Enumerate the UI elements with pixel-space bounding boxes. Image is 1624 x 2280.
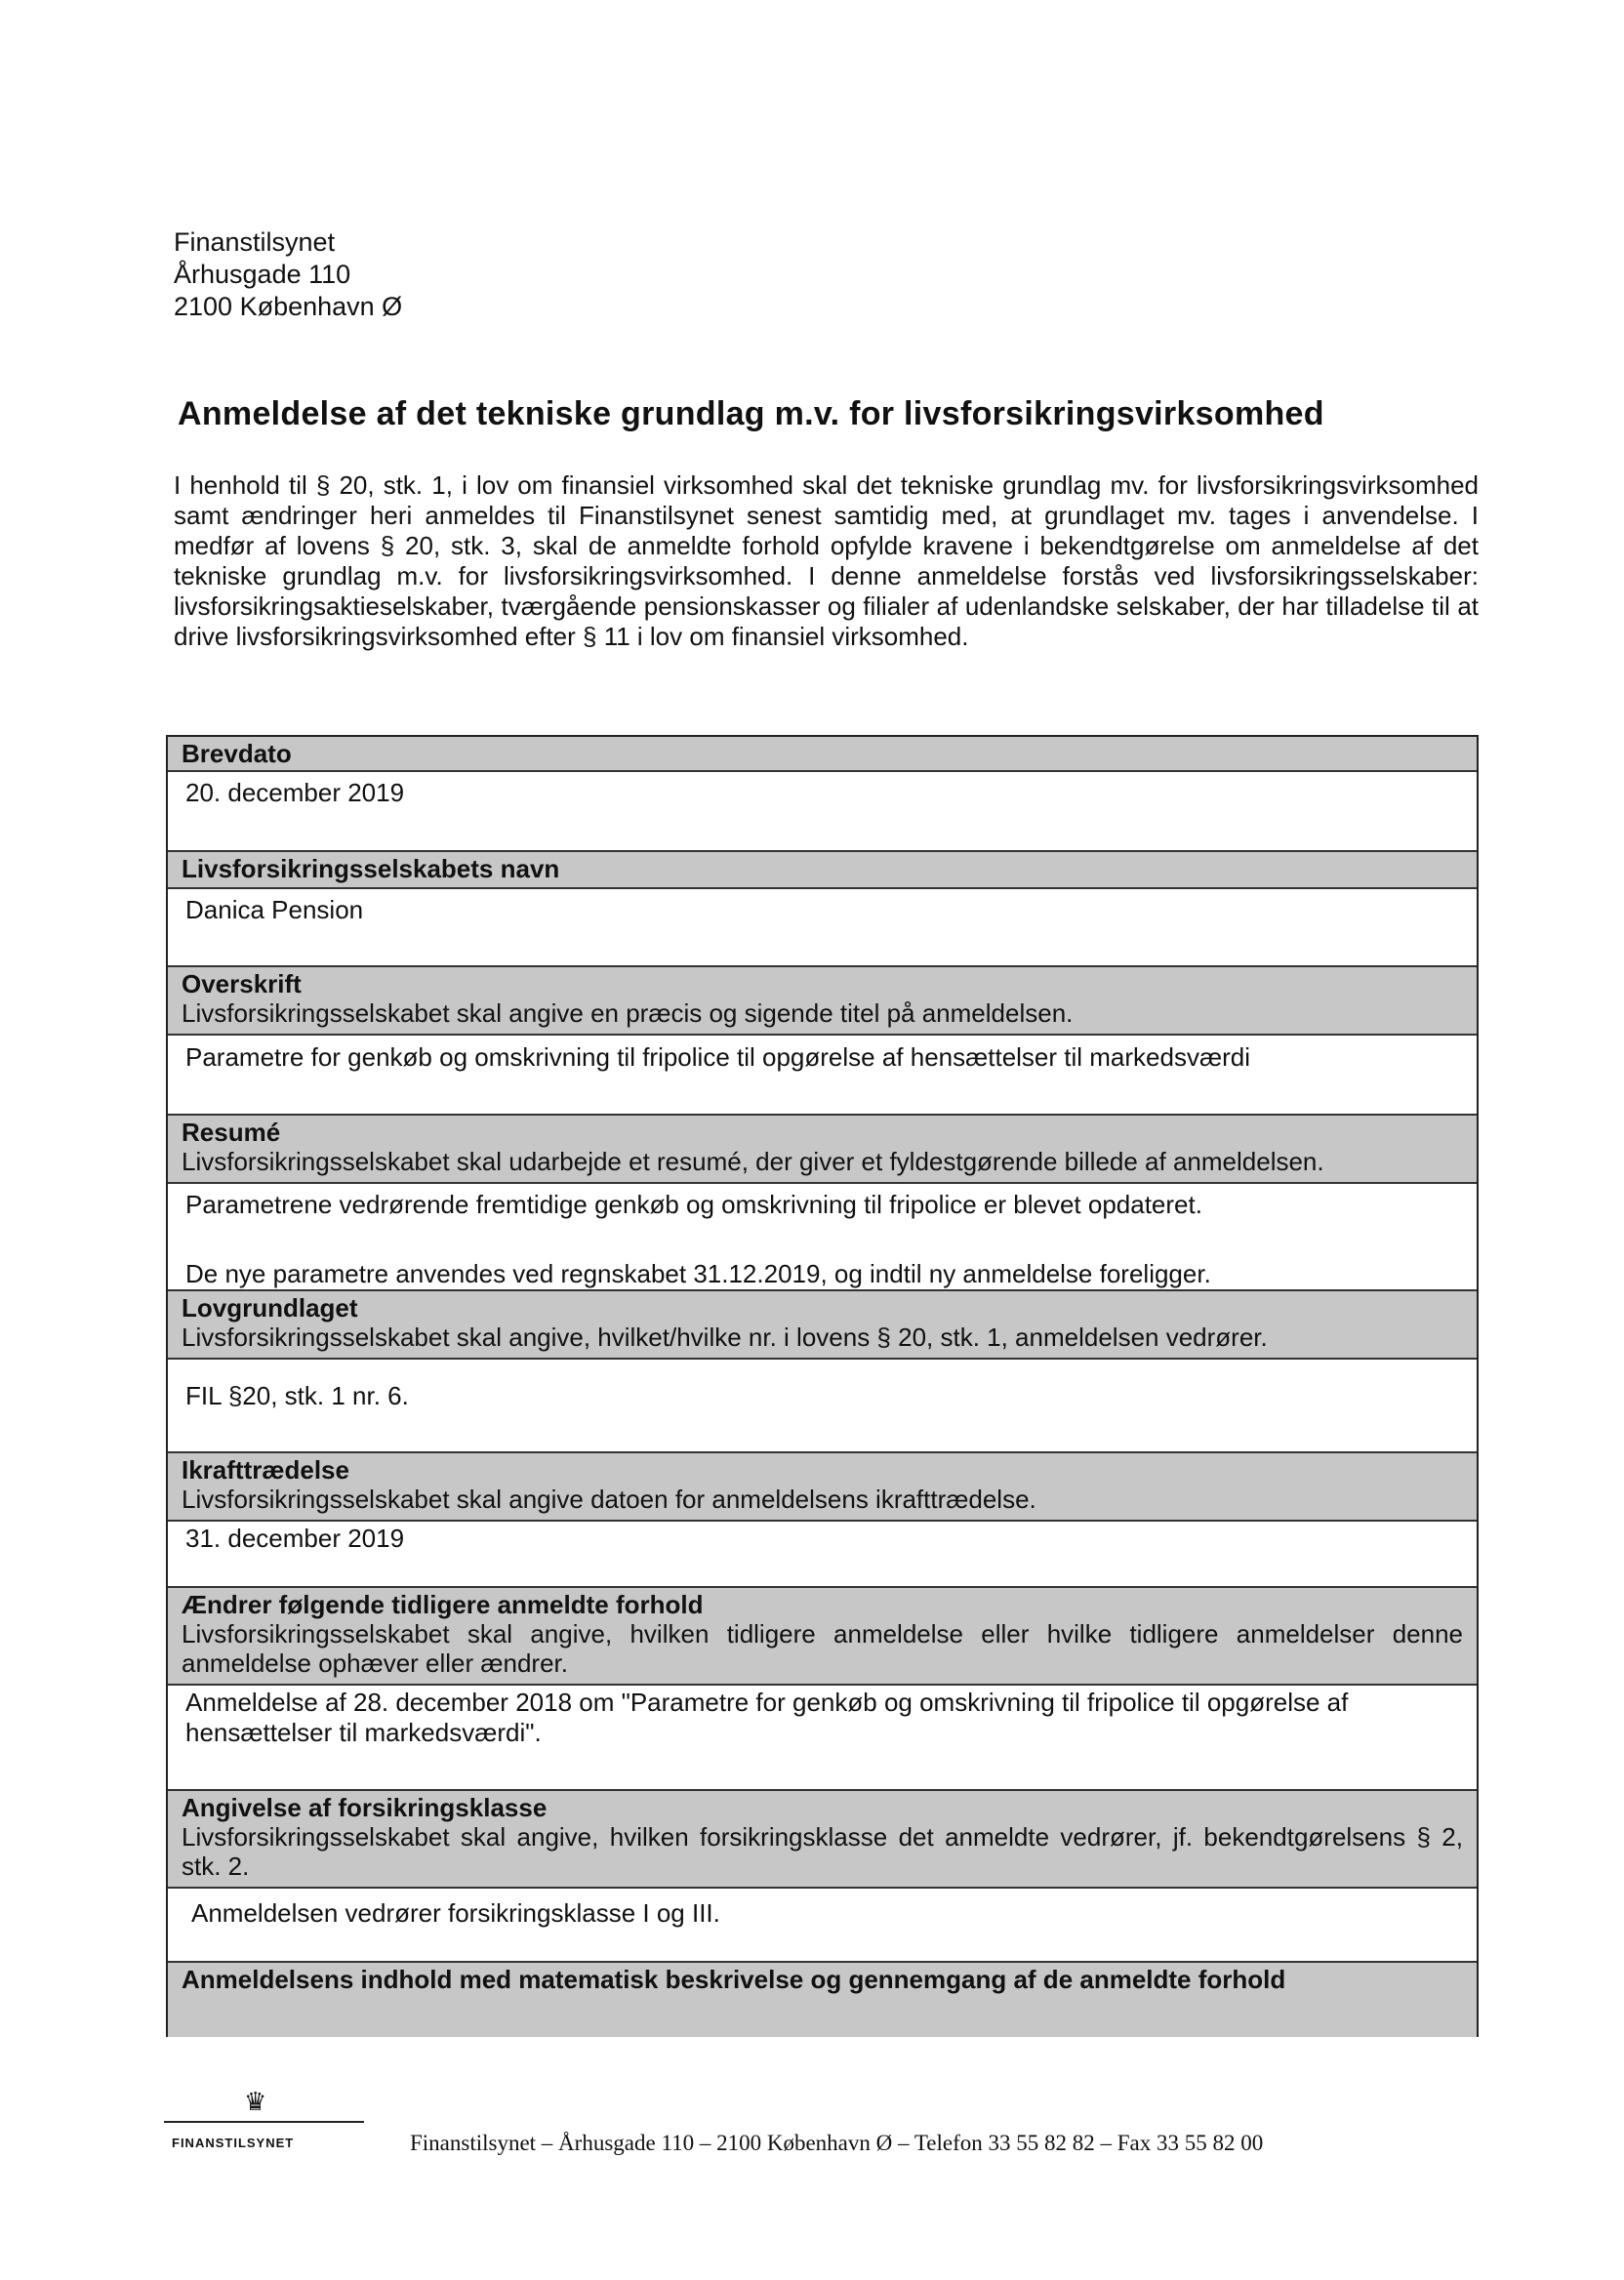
address-line-3: 2100 København Ø <box>174 292 403 321</box>
section-instruction: Livsforsikringsselskabet skal udarbejde et resumé, der giver et fyldestgørende billede af anmeldelsen. <box>182 1147 1324 1176</box>
intro-paragraph: I henhold til § 20, stk. 1, i lov om finansiel virksomhed skal det tekniske grundlag mv. for livsforsikringsvirksomhed samt ændringer heri anmeldes til Finanstilsynet senest samtidig med, at grundlaget mv. tages i anvendelse. I medfør af lovens § 20, stk. 3, skal de anmeldte forhold opfylde kravene i bekendtgørelse om anmeldelse af det tekniske grundlag m.v. for livsforsikringsvirksomhed. I denne anmeldelse forstås ved livsforsikringsselskaber: livsforsikringsaktieselskaber, tværgående pensionskasser og filialer af udenlandske selskaber, der har tilladelse til at drive livsforsikringsvirksomhed efter § 11 i lov om finansiel virksomhed. <box>174 470 1479 651</box>
section-header-overskrift <box>168 965 1477 1036</box>
section-label: Lovgrundlaget <box>182 1293 358 1323</box>
section-header-resume <box>168 1114 1477 1184</box>
section-header-brevdato <box>168 737 1477 772</box>
section-header-aendrer <box>168 1586 1477 1686</box>
field-resume-2: De nye parametre anvendes ved regnskabet 31.12.2019, og indtil ny anmeldelse foreligger. <box>185 1259 1211 1288</box>
section-header-ikrafttraedelse <box>168 1451 1477 1522</box>
notification-form <box>166 735 1479 2037</box>
field-lovgrundlaget: FIL §20, stk. 1 nr. 6. <box>185 1381 409 1410</box>
section-label: Overskrift <box>182 969 302 998</box>
section-header-indhold <box>168 1961 1477 2037</box>
logo-text: FINANSTILSYNET <box>172 2136 295 2150</box>
section-instruction: Livsforsikringsselskabet skal angive datoen for anmeldelsens ikrafttrædelse. <box>182 1485 1036 1514</box>
section-label: Ikrafttrædelse <box>182 1455 349 1485</box>
document-title: Anmeldelse af det tekniske grundlag m.v. for livsforsikringsvirksomhed <box>178 395 1324 432</box>
section-label: Livsforsikringsselskabets navn <box>182 854 560 883</box>
field-company-name: Danica Pension <box>185 895 364 924</box>
section-label: Brevdato <box>182 739 292 768</box>
section-instruction: Livsforsikringsselskabet skal angive, hvilken forsikringsklasse det anmeldte vedrører, jf. bekendtgørelsens § 2, stk. 2. <box>182 1822 1463 1881</box>
section-instruction: Livsforsikringsselskabet skal angive en præcis og sigende titel på anmeldelsen. <box>182 998 1074 1028</box>
section-label: Anmeldelsens indhold med matematisk beskrivelse og gennemgang af de anmeldte forhold <box>182 1965 1286 1994</box>
finanstilsynet-logo <box>164 2089 364 2157</box>
section-header-forsikringsklasse <box>168 1789 1477 1889</box>
section-header-lovgrundlaget <box>168 1289 1477 1360</box>
section-label: Ændrer følgende tidligere anmeldte forhold <box>182 1590 704 1619</box>
address-line-1: Finanstilsynet <box>174 227 336 257</box>
field-forsikringsklasse: Anmeldelsen vedrører forsikringsklasse I og III. <box>191 1898 720 1928</box>
field-ikrafttraedelse: 31. december 2019 <box>185 1524 405 1553</box>
address-line-2: Århusgade 110 <box>174 260 351 289</box>
logo-divider <box>164 2121 364 2123</box>
field-resume: Parametrene vedrørende fremtidige genkøb og omskrivning til fripolice er blevet opdateret. <box>185 1190 1202 1219</box>
field-overskrift: Parametre for genkøb og omskrivning til fripolice til opgørelse af hensættelser til markedsværdi <box>185 1042 1250 1072</box>
section-label: Resumé <box>182 1118 281 1147</box>
section-instruction: Livsforsikringsselskabet skal angive, hvilket/hvilke nr. i lovens § 20, stk. 1, anmeldelsen vedrører. <box>182 1323 1268 1352</box>
field-brevdato: 20. december 2019 <box>185 778 405 807</box>
field-aendrer: Anmeldelse af 28. december 2018 om "Parametre for genkøb og omskrivning til fripolice til opgørelse af hensættelser til markedsværdi". <box>185 1688 1349 1747</box>
recipient-address <box>174 226 402 323</box>
section-instruction: Livsforsikringsselskabet skal angive, hvilken tidligere anmeldelse eller hvilke tidligere anmeldelser denne anmeldelse ophæver eller ændrer. <box>182 1619 1463 1678</box>
crown-icon: ♛ <box>244 2087 267 2116</box>
section-header-company-name <box>168 850 1477 889</box>
section-label: Angivelse af forsikringsklasse <box>182 1793 548 1822</box>
footer-contact: Finanstilsynet – Århusgade 110 – 2100 København Ø – Telefon 33 55 82 82 – Fax 33 55 82 00 <box>410 2131 1264 2155</box>
